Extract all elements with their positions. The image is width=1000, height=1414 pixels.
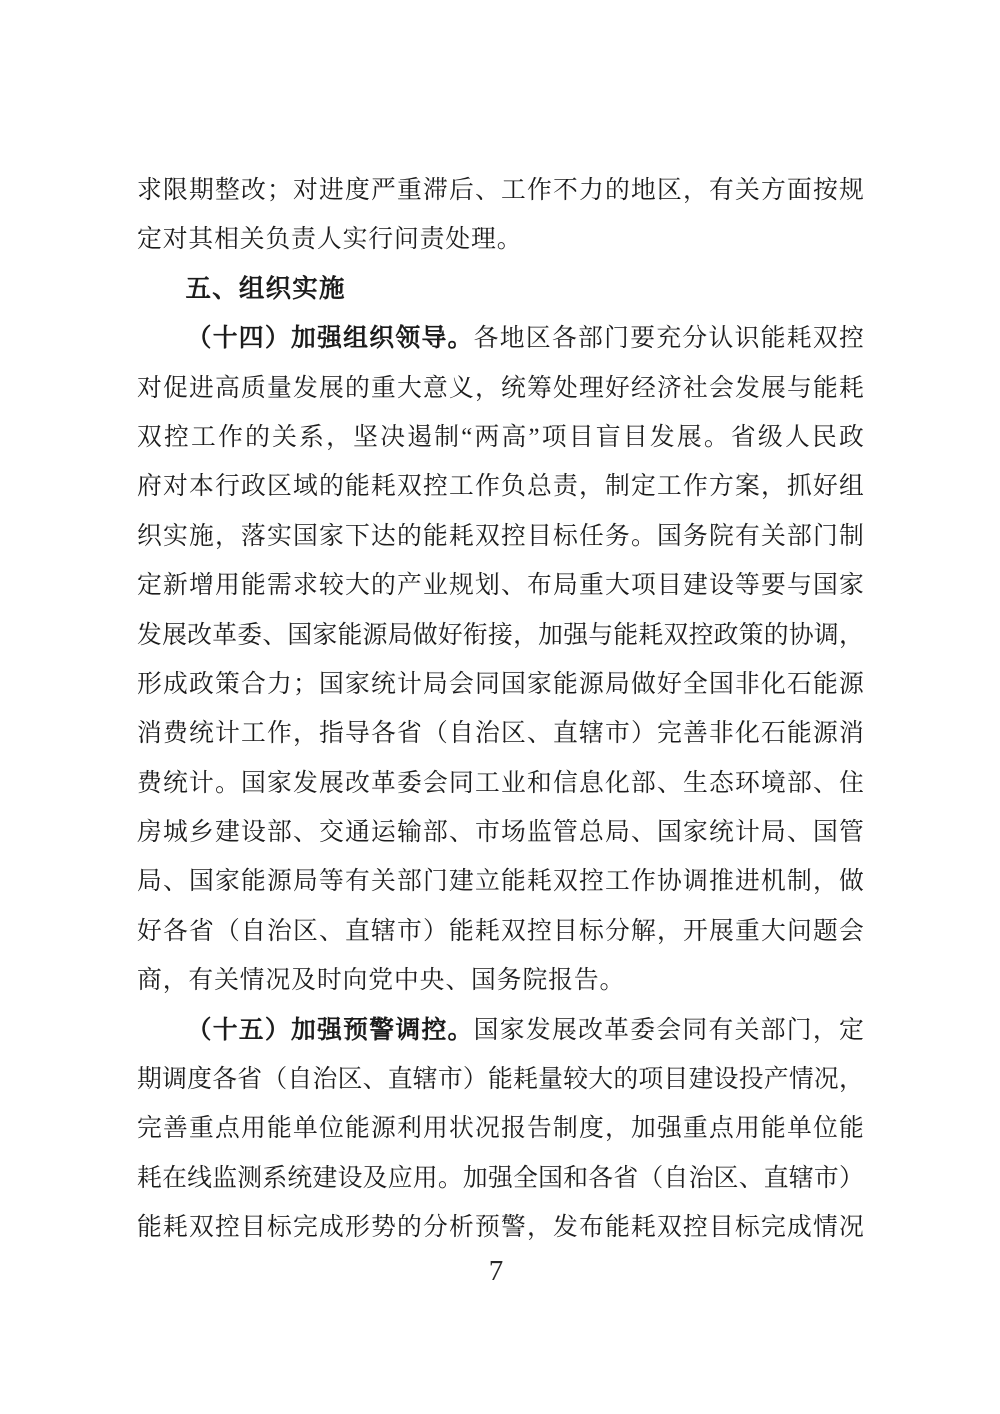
text-line: 商，有关情况及时向党中央、国务院报告。 [137, 967, 626, 995]
text-line: 期调度各省（自治区、直辖市）能耗量较大的项目建设投产情况， [137, 1066, 864, 1094]
text-line: 费统计。国家发展改革委会同工业和信息化部、生态环境部、住 [137, 769, 864, 797]
text-line: （十四）加强组织领导。各地区各部门要充分认识能耗双控 [186, 325, 864, 353]
text-line: 能耗双控目标完成形势的分析预警，发布能耗双控目标完成情况 [137, 1214, 864, 1242]
text-line: 耗在线监测系统建设及应用。加强全国和各省（自治区、直辖市） [137, 1164, 864, 1192]
text-line: 双控工作的关系，坚决遏制“两高”项目盲目发展。省级人民政 [137, 423, 864, 451]
text-line: （十五）加强预警调控。国家发展改革委会同有关部门，定 [186, 1016, 864, 1044]
text-line: 好各省（自治区、直辖市）能耗双控目标分解，开展重大问题会 [137, 917, 864, 945]
text-line: 局、国家能源局等有关部门建立能耗双控工作协调推进机制，做 [137, 868, 864, 896]
text-block [137, 166, 864, 1253]
text-line: 织实施，落实国家下达的能耗双控目标任务。国务院有关部门制 [137, 522, 864, 550]
text-line: 对促进高质量发展的重大意义，统筹处理好经济社会发展与能耗 [137, 374, 864, 402]
text-line: 发展改革委、国家能源局做好衔接，加强与能耗双控政策的协调， [137, 621, 864, 649]
text-line: 房城乡建设部、交通运输部、市场监管总局、国家统计局、国管 [137, 819, 864, 847]
page-number: 7 [488, 1255, 504, 1287]
text-line: 定新增用能需求较大的产业规划、布局重大项目建设等要与国家 [137, 572, 864, 600]
text-line: 定对其相关负责人实行问责处理。 [137, 226, 523, 254]
text-line: 完善重点用能单位能源利用状况报告制度，加强重点用能单位能 [137, 1115, 864, 1143]
text-line: 府对本行政区域的能耗双控工作负总责，制定工作方案，抓好组 [137, 473, 864, 501]
text-line: 求限期整改；对进度严重滞后、工作不力的地区，有关方面按规 [137, 177, 864, 204]
section-heading: 五、组织实施 [185, 274, 346, 303]
paragraph-bold-lead: （十四）加强组织领导。 [186, 325, 474, 353]
text-line: 形成政策合力；国家统计局会同国家能源局做好全国非化石能源 [137, 670, 864, 698]
text-line: 消费统计工作，指导各省（自治区、直辖市）完善非化石能源消 [137, 720, 864, 748]
paragraph-bold-lead: （十五）加强预警调控。 [186, 1016, 474, 1044]
